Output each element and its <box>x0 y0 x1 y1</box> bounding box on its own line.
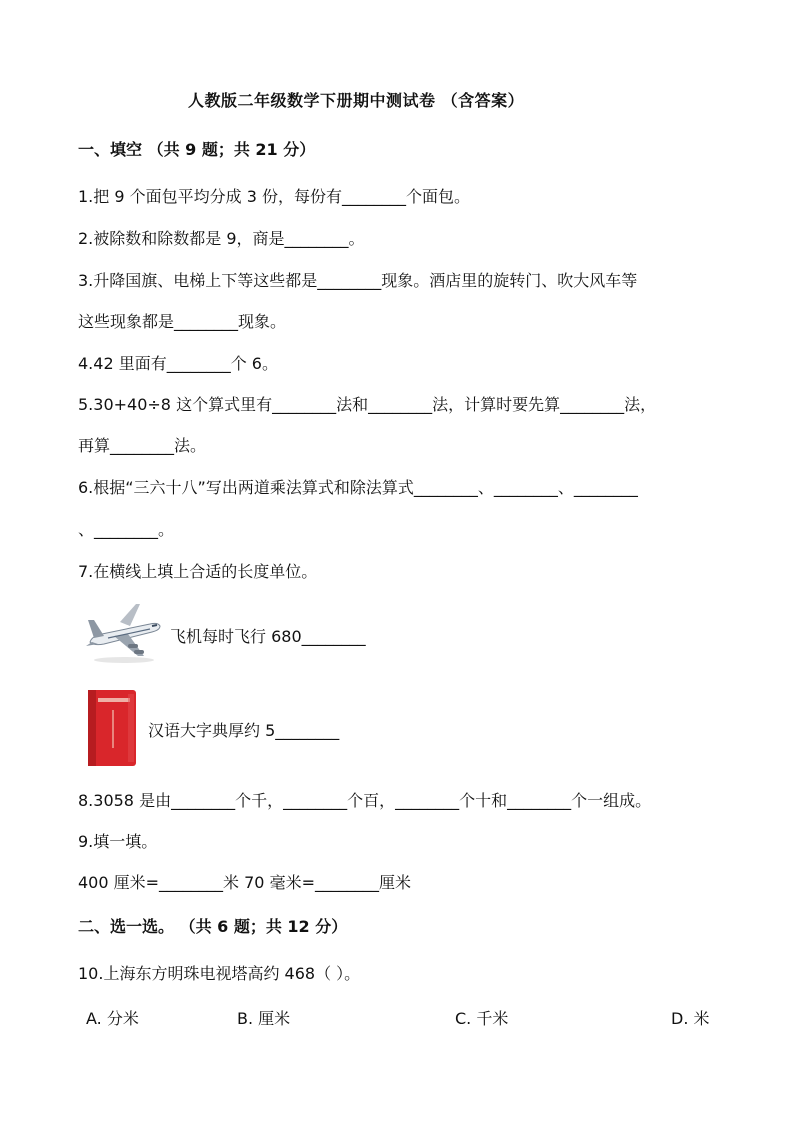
option-a: A. 分米 <box>86 1009 139 1028</box>
question-7-dictionary-text: 汉语大字典厚约 5________ <box>148 721 340 740</box>
section-heading-fill-in: 一、填空 （共 9 题；共 21 分） <box>78 140 316 159</box>
question-7-prompt: 7.在横线上填上合适的长度单位。 <box>78 562 318 581</box>
question-10-stem: 10.上海东方明珠电视塔高约 468（ ）。 <box>78 964 361 983</box>
question-3-line-2: 这些现象都是________现象。 <box>78 312 287 331</box>
question-9-prompt: 9.填一填。 <box>78 832 158 851</box>
question-2: 2.被除数和除数都是 9，商是________。 <box>78 229 365 248</box>
question-4: 4.42 里面有________个 6。 <box>78 354 278 373</box>
question-5-line-2: 再算________法。 <box>78 436 207 455</box>
question-1: 1.把 9 个面包平均分成 3 份，每份有________个面包。 <box>78 187 470 206</box>
option-c: C. 千米 <box>455 1009 509 1028</box>
option-d: D. 米 <box>671 1009 710 1028</box>
dictionary-book-icon <box>84 688 140 768</box>
question-7-airplane-text: 飞机每时飞行 680________ <box>170 627 366 646</box>
question-6-line-1: 6.根据“三六十八”写出两道乘法算式和除法算式________、________、________ <box>78 478 638 497</box>
question-6-line-2: 、________。 <box>78 520 175 539</box>
question-9-line: 400 厘米=________米 70 毫米=________厘米 <box>78 873 411 892</box>
airplane-icon <box>84 598 162 664</box>
question-8: 8.3058 是由________个千，________个百，________个十和________个一组成。 <box>78 791 652 810</box>
option-b: B. 厘米 <box>237 1009 291 1028</box>
page-title: 人教版二年级数学下册期中测试卷 （含答案） <box>188 91 525 110</box>
question-5-line-1: 5.30+40÷8 这个算式里有________法和________法，计算时要先算________法， <box>78 395 657 414</box>
section-heading-multiple-choice: 二、选一选。 （共 6 题；共 12 分） <box>78 917 348 936</box>
question-3-line-1: 3.升降国旗、电梯上下等这些都是________现象。酒店里的旋转门、吹大风车等 <box>78 271 638 290</box>
